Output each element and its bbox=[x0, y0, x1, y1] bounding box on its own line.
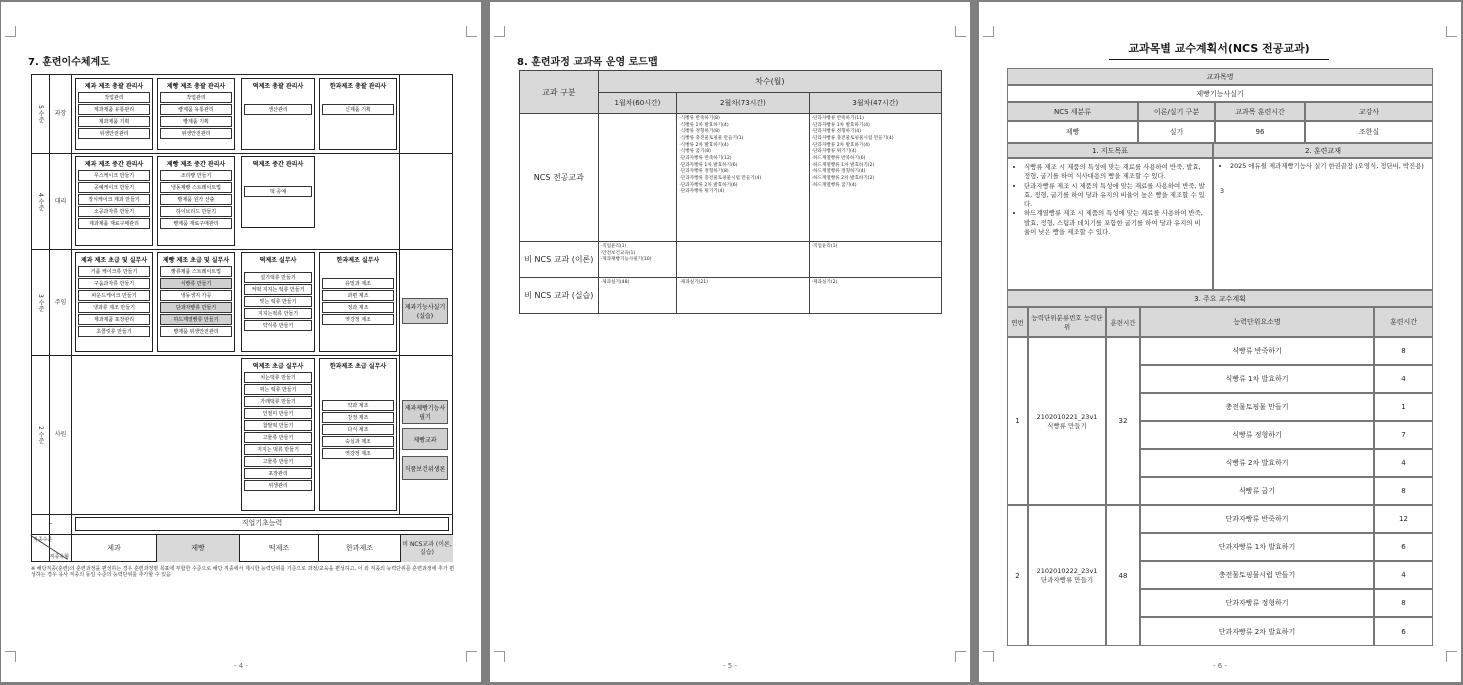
group-hours: 48 bbox=[1106, 505, 1140, 646]
unit-box: 제빵 제조 총괄 관리사 작업관리 빵제품 유통관리 빵제품 기획 위생안전관리 bbox=[157, 78, 235, 150]
type-cell: 제과 bbox=[71, 535, 156, 562]
unit-box: 떡제조 실무사 설기떡류 만들기 켜떡 지지는 떡류 만들기 빚는 떡류 만들기 지지는떡류 만들기 약식류 만들기 bbox=[241, 252, 315, 352]
page-6 bbox=[979, 2, 1461, 682]
level-label: 5 수준 bbox=[36, 104, 44, 123]
unit-box: 제빵 제조 중간 관리사 조리빵 만들기 냉동제빵 스트레이트법 빵제품 원가 산출 하이브리드 만들기 빵제품 재료구매관리 bbox=[157, 156, 235, 246]
element-name: 식빵류 2차 발효하기 bbox=[1140, 449, 1374, 477]
goal-header: 1. 지도목표 bbox=[1007, 143, 1213, 158]
goals-cell: • 식빵류 제조 시 제품의 특성에 맞는 재료를 사용하여 반죽, 발효, 정형, 굽기를 하여 식사대용의 빵을 제조할 수 있다. • 단과자빵류 제조 시 제품의 특성에 맞는 재료를 사용하여 반죽, 발효, 정형, 굽기를 하여 당과 유지의 비율이 높은 빵을 제조할 수 있다. • 하드계열빵류 제조 시 제품의 특성에 맞는 재료를 사용하여 반죽, 발효, 정형, 스팀과 데치기를 포함한 굽기를 하여 당과 유지의 비율이 낮은 빵을 제조할 수 있다. bbox=[1007, 158, 1213, 290]
page-number: - 5 - bbox=[723, 662, 737, 670]
subject-value: 제빵기능사실기 bbox=[1007, 85, 1433, 102]
hygiene-course-button[interactable]: 식품보건위생론 bbox=[402, 456, 448, 480]
element-hours: 4 bbox=[1374, 365, 1433, 393]
element-name: 단과자빵류 1차 발효하기 bbox=[1140, 533, 1374, 561]
element-hours: 8 bbox=[1374, 337, 1433, 365]
element-hours: 6 bbox=[1374, 533, 1433, 561]
element-hours: 4 bbox=[1374, 449, 1433, 477]
element-name: 식빵류 굽기 bbox=[1140, 477, 1374, 505]
level-label: 3 수준 bbox=[36, 293, 44, 312]
basic-dash: - bbox=[49, 519, 53, 528]
element-name: 식빵류 정형하기 bbox=[1140, 421, 1374, 449]
header-subject: 교과 구분 bbox=[520, 71, 599, 114]
book-header: 2. 훈련교재 bbox=[1213, 143, 1433, 158]
group-hours: 32 bbox=[1106, 337, 1140, 505]
element-name: 단과자빵류 반죽하기 bbox=[1140, 505, 1374, 533]
element-name: 충전물토핑물시럽 만들기 bbox=[1140, 561, 1374, 589]
group-unit: 2102010222_23v1 단과자빵류 만들기 bbox=[1028, 505, 1106, 646]
plan-header: 3. 주요 교수계획 bbox=[1007, 290, 1433, 307]
level-label: 4 수준 bbox=[36, 192, 44, 211]
plan-col-header: 연번 bbox=[1007, 307, 1028, 337]
group-unit: 2102010221_23v1 식빵류 만들기 bbox=[1028, 337, 1106, 505]
unit-box: 떡제조 초급 실무사 치는떡류 만들기 찌는 떡류 만들기 가래떡류 만들기 인절미 만들기 찹쌀떡 만들기 고물류 만들기 지지는 떡류 만들기 고물류 만들기 포장관리 위생관리 bbox=[241, 358, 315, 511]
element-hours: 7 bbox=[1374, 421, 1433, 449]
practice-course-button[interactable]: 제과기능사실기 (실습) bbox=[402, 298, 448, 324]
type-cell: 한과제조 bbox=[318, 535, 400, 562]
page-number: - 4 - bbox=[234, 662, 248, 670]
roadmap-table bbox=[519, 70, 942, 314]
unit-box: 제과 제조 총괄 관리사 작업관리 제과제품 유통관리 제과제품 기획 위생안전관리 bbox=[75, 78, 153, 150]
role-label: 사원 bbox=[54, 431, 67, 439]
element-name: 식빵류 1차 발효하기 bbox=[1140, 365, 1374, 393]
element-hours: 1 bbox=[1374, 393, 1433, 421]
section-title: 7. 훈련이수체계도 bbox=[28, 57, 110, 68]
element-hours: 4 bbox=[1374, 561, 1433, 589]
element-name: 단과자빵류 정형하기 bbox=[1140, 589, 1374, 617]
table-row: 비 NCS 교과 (이론) ·직업윤리(1) ·안전보건교육(1) ·제과제빵기능사필기(10) ·직업윤리(1) bbox=[520, 242, 942, 278]
crop-mark bbox=[466, 26, 477, 37]
page-4 bbox=[1, 2, 481, 682]
col-header: 교강사 bbox=[1305, 102, 1433, 121]
col-header: 교과목 훈련시간 bbox=[1215, 102, 1305, 121]
col-header: 이론/실기 구분 bbox=[1138, 102, 1215, 121]
plan-col-header: 훈련시간 bbox=[1106, 307, 1140, 337]
footnote: ※ 해당직종(훈련)의 훈련과정을 편성하는 경우 훈련과정명 목표에 부합한 수준으로 해당 직종에서 제시한 능력단위를 기준으로 과정/교육을 편성하고, 이 외 직종의 능력단위를 훈련과정에 추가 편성하는 경우 유사 직종의 동일 수준의 능력단위를 추가할 수 있음 bbox=[31, 566, 455, 579]
month-header: 2월차(73시간) bbox=[677, 93, 809, 114]
unit-box: 한과제조 초급 실무사 약과 제조 강정 제조 다식 제조 숙실과 제조 엿강정 제조 bbox=[319, 358, 397, 511]
type-cell-active: 비 NCS교과 (이론, 실습) bbox=[400, 535, 453, 562]
section-title: 8. 훈련과정 교과목 운영 로드맵 bbox=[517, 57, 658, 68]
role-label: 대리 bbox=[54, 197, 67, 205]
page-title: 교과목별 교수계획서(NCS 전공교과) bbox=[1109, 40, 1329, 60]
col-value: 제빵 bbox=[1007, 121, 1138, 143]
crop-mark bbox=[5, 651, 16, 662]
role-label: 과장 bbox=[54, 109, 67, 117]
element-hours: 12 bbox=[1374, 505, 1433, 533]
level-label: 2 수준 bbox=[36, 426, 44, 444]
month-header: 1월차(60시간) bbox=[598, 93, 677, 114]
unit-box: 제빵 제조 초급 및 실무사 빵류제품 스트레이트법 식빵류 만들기 냉동생지 가공 단과자빵류 만들기 하드계열빵류 만들기 빵제품 위생안전관리 bbox=[157, 252, 235, 352]
subject-header: 교과목명 bbox=[1007, 68, 1433, 85]
unit-box: 한과제조 실무사 유밀과 제조 과편 제조 정과 제조 엿강정 제조 bbox=[319, 252, 397, 352]
basic-skills-box: 직업기초능력 bbox=[75, 517, 449, 531]
element-hours: 6 bbox=[1374, 617, 1433, 646]
crop-mark bbox=[5, 26, 16, 37]
bread-course-button[interactable]: 제빵교과 bbox=[402, 428, 448, 450]
plan-col-header: 능력단위요소명 bbox=[1140, 307, 1374, 337]
plan-col-header: 훈련시간 bbox=[1374, 307, 1433, 337]
element-name: 충전물토핑물 만들기 bbox=[1140, 393, 1374, 421]
col-value: 실기 bbox=[1138, 121, 1215, 143]
header-week: 차수(월) bbox=[598, 71, 941, 93]
element-name: 식빵류 반죽하기 bbox=[1140, 337, 1374, 365]
element-hours: 8 bbox=[1374, 589, 1433, 617]
unit-box: 한과제조 총괄 관리사 신제품 기획 bbox=[319, 78, 397, 150]
group-no: 1 bbox=[1007, 337, 1028, 505]
page-number: - 6 - bbox=[1213, 662, 1227, 670]
element-hours: 8 bbox=[1374, 477, 1433, 505]
unit-box: 떡제조 총괄 관리사 생산관리 bbox=[241, 78, 315, 150]
written-exam-button[interactable]: 제과제빵기능사 필기 bbox=[402, 400, 448, 424]
crop-mark bbox=[466, 651, 477, 662]
book-cell: • 2025 에듀윌 제과제빵기능사 실기 한권끝장 (오영식, 정단비, 박진용) 3 bbox=[1213, 158, 1433, 290]
role-label: 주임 bbox=[54, 298, 67, 306]
unit-box: 제과 제조 중간 관리사 무스케이크 만들기 공예케이크 만들기 장식케이크 제과 만들기 소공과자류 만들기 제과제품 재료구매관리 bbox=[75, 156, 153, 246]
type-cell: 떡제조 bbox=[239, 535, 318, 562]
unit-box: 제과 제조 초급 및 실무사 거품 케이크류 만들기 구움과자류 만들기 파운드케이크 만들기 냉과류 제조 만들기 제과제품 포장관리 초콜릿류 만들기 bbox=[75, 252, 153, 352]
col-value: 96 bbox=[1215, 121, 1305, 143]
type-cell-active: 제빵 bbox=[156, 535, 239, 562]
col-header: NCS 세분류 bbox=[1007, 102, 1138, 121]
group-no: 2 bbox=[1007, 505, 1028, 646]
table-row: NCS 전공교과 ·식빵류 반죽하기(8) ·식빵류 1차 발효하기(4) ·식빵류 정형하기(8) ·식빵류 충전물토핑물 만들기(1) ·식빵류 2차 발효하기(4) ·식빵류 굽기(8) ·단과자빵류 반죽하기(12) ·단과자빵류 1차 발효하기(6) ·단과자빵류 정형하기(8) ·단과자빵류 충전물토핑물시럽 만들기(4) ·단과자빵류 2차 발효하기(6) ·단과자빵류 튀기기(4) ·단과자빵류 반죽하기(11) ·단과자빵류 1차 발효하기(4) ·단과자빵류 정형하기(4) ·단과자빵류 충전물토핑물시럽 만들기(4) ·단과자빵류 2차 발효하기(4) ·단과자빵류 튀기기(4) ·하드계열빵류 반죽하기(6) ·하드계열빵류 1차 발효하기(2) ·하드계열빵류 정형하기(4) ·하드계열빵류 2차 발효하기(2) ·하드계열빵류 굽기(4) bbox=[520, 114, 942, 242]
plan-col-header: 능력단위분류번호 능력단위 bbox=[1028, 307, 1106, 337]
element-name: 단과자빵류 2차 발효하기 bbox=[1140, 617, 1374, 646]
bottom-header: 직종수준 직종유형 bbox=[31, 535, 71, 562]
month-header: 3월차(47시간) bbox=[809, 93, 941, 114]
unit-box: 떡제조 중간 관리사 떡 공예 bbox=[241, 156, 315, 228]
col-value: 조한실 bbox=[1305, 121, 1433, 143]
table-row: 비 NCS 교과 (실습) ·제과실기(48) ·제과실기(21) ·제과실기(2) bbox=[520, 278, 942, 314]
